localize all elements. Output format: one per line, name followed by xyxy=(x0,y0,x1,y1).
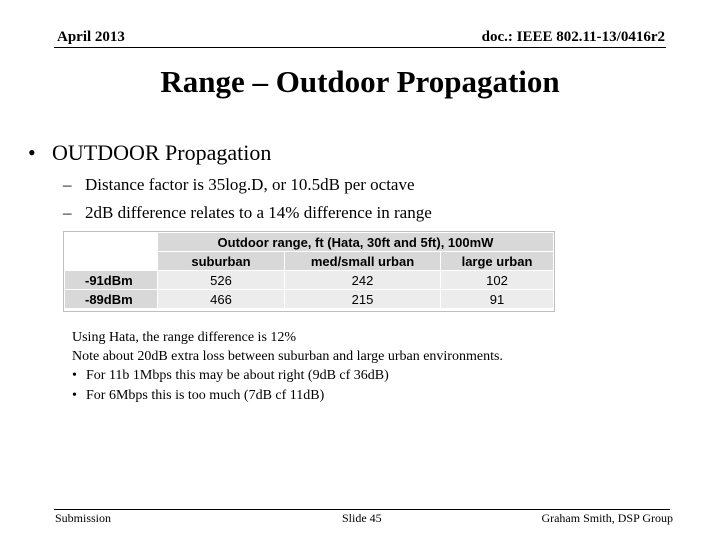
bullet-text: OUTDOOR Propagation xyxy=(52,140,272,165)
sub-bullet-distance xyxy=(63,175,415,195)
footer-submission: Submission xyxy=(55,511,112,525)
table-row xyxy=(65,271,554,290)
note-bullet xyxy=(72,388,324,404)
dash-marker: – xyxy=(63,203,72,222)
bullet-outdoor xyxy=(28,140,271,166)
sub-bullet-text: 2dB difference relates to a 14% difference in range xyxy=(85,203,432,222)
header-divider xyxy=(54,47,666,48)
note-line: Note about 20dB extra loss between suburban and large urban environments. xyxy=(72,349,503,364)
dash-marker: – xyxy=(63,175,72,194)
column-header: suburban xyxy=(158,252,285,271)
table-cell: 215 xyxy=(285,290,441,309)
table-title: Outdoor range, ft (Hata, 30ft and 5ft), 100mW xyxy=(158,233,554,252)
note-bullet-text: For 11b 1Mbps this may be about right (9dB cf 36dB) xyxy=(86,368,389,383)
footer-author: Graham Smith, DSP Group xyxy=(541,511,673,525)
table-cell: 102 xyxy=(441,271,554,290)
sub-bullet-difference xyxy=(63,203,432,223)
table-cell: 242 xyxy=(285,271,441,290)
row-label: -89dBm xyxy=(65,290,158,309)
row-label: -91dBm xyxy=(65,271,158,290)
table-cell: 526 xyxy=(158,271,285,290)
column-header: large urban xyxy=(441,252,554,271)
table-row xyxy=(65,290,554,309)
slide-title: Range – Outdoor Propagation xyxy=(160,64,560,99)
bullet-dot: • xyxy=(72,388,77,403)
table-corner xyxy=(65,252,158,271)
note-bullet xyxy=(72,368,389,384)
note-bullet-text: For 6Mbps this is too much (7dB cf 11dB) xyxy=(86,388,325,403)
bullet-dot: • xyxy=(72,368,77,383)
range-table xyxy=(64,232,554,309)
table-cell: 466 xyxy=(158,290,285,309)
header-date: April 2013 xyxy=(57,29,125,45)
footer-slide-number: Slide 45 xyxy=(342,511,382,525)
table-cell: 91 xyxy=(441,290,554,309)
table-corner xyxy=(65,233,158,252)
note-line: Using Hata, the range difference is 12% xyxy=(72,330,297,345)
header-doc-id: doc.: IEEE 802.11-13/0416r2 xyxy=(481,29,665,45)
bullet-dot: • xyxy=(28,140,36,165)
column-header: med/small urban xyxy=(285,252,441,271)
footer-divider xyxy=(54,509,670,510)
table-header-row xyxy=(65,252,554,271)
sub-bullet-text: Distance factor is 35log.D, or 10.5dB per octave xyxy=(85,175,415,194)
table-title-row xyxy=(65,233,554,252)
